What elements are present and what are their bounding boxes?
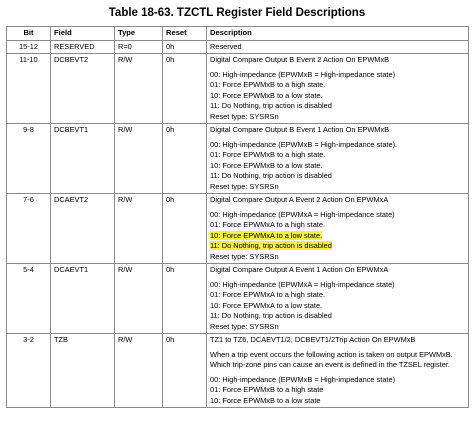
desc-reset-type: Reset type: SYSRSn [210,181,279,191]
desc-title: Digital Compare Output B Event 2 Action On EPWMxB [210,55,390,64]
desc-option-11: 11: Do Nothing, trip action is disabled [210,311,332,320]
desc-reset-type: Reset type: SYSRSn [210,321,279,331]
desc-option-10: 10: Force EPWMxB to a low state. [210,160,323,170]
cell-reset: 0h [163,264,207,334]
desc-reset-type: Reset type: SYSRSn [210,251,279,261]
header-field: Field [51,27,115,41]
desc-option-00: 00: High-impedance (EPWMxB = High-impedance state). [210,139,398,149]
table-row [7,54,469,124]
cell-field: TZB [51,334,115,408]
header-reset: Reset [163,27,207,41]
cell-reset: 0h [163,124,207,194]
cell-field: DCAEVT1 [51,264,115,334]
table-header-row [7,27,469,41]
cell-field: RESERVED [51,40,115,54]
desc-title: Digital Compare Output A Event 2 Action On EPWMxA [210,195,389,204]
cell-reset: 0h [163,334,207,408]
cell-bit: 5-4 [7,264,51,334]
cell-type: R/W [115,264,163,334]
table-row [7,124,469,194]
cell-description [207,194,469,264]
cell-description [207,124,469,194]
desc-reset-type: Reset type: SYSRSn [210,111,279,121]
desc-option-10: 10: Force EPWMxB to a low state. [210,90,323,100]
desc-option-00: 00: High-impedance (EPWMxA = High-impedance state) [210,209,395,219]
desc-option-10-highlighted: 10: Force EPWMxA to a low state. [210,230,323,240]
desc-option-00: 00: High-impedance (EPWMxA = High-impedance state) [210,279,395,289]
desc-option-11: 11: Do Nothing, trip action is disabled [210,101,332,110]
cell-type: R/W [115,124,163,194]
desc-option-10: 10: Force EPWMxA to a low state. [210,300,323,310]
desc-paragraph: When a trip event occurs the following action is taken on output EPWMxB. Which trip-zone pins can cause an event is defined in the TZSEL register. [210,349,453,369]
cell-type: R/W [115,334,163,408]
table-row [7,194,469,264]
desc-option-01: 01: Force EPWMxA to a high state. [210,290,326,299]
desc-option-01: 01: Force EPWMxB to a high state. [210,150,326,159]
desc-title: Reserved [210,41,242,51]
desc-option-01: 01: Force EPWMxA to a high state. [210,220,326,229]
table-row [7,334,469,408]
desc-option-01: 01: Force EPWMxB to a high state. [210,80,326,89]
cell-description [207,40,469,54]
cell-reset: 0h [163,194,207,264]
cell-field: DCBEVT1 [51,124,115,194]
cell-description [207,54,469,124]
desc-option-10: 10: Force EPWMxB to a low state [210,395,321,405]
desc-option-01: 01: Force EPWMxB to a high state [210,385,324,394]
cell-bit: 15-12 [7,40,51,54]
desc-title: TZ1 to TZ6, DCAEVT1/2, DCBEVT1/2Trip Action On EPWMxB [210,335,416,344]
cell-field: DCAEVT2 [51,194,115,264]
cell-bit: 3-2 [7,334,51,408]
header-bit: Bit [7,27,51,41]
cell-bit: 7-6 [7,194,51,264]
header-description: Description [207,27,469,41]
desc-title: Digital Compare Output B Event 1 Action On EPWMxB [210,125,390,134]
table-row [7,40,469,54]
desc-option-00: 00: High-impedance (EPWMxB = High-impedance state) [210,69,396,79]
cell-description [207,334,469,408]
cell-bit: 9-8 [7,124,51,194]
desc-option-00: 00: High-impedance (EPWMxB = High-impedance state) [210,374,396,384]
cell-type: R=0 [115,40,163,54]
desc-option-11-highlighted: 11: Do Nothing, trip action is disabled [210,241,332,250]
table-title: Table 18-63. TZCTL Register Field Descriptions [108,7,366,19]
cell-description [207,264,469,334]
cell-field: DCBEVT2 [51,54,115,124]
desc-option-11: 11: Do Nothing, trip action is disabled [210,171,332,180]
cell-reset: 0h [163,54,207,124]
table-row [7,264,469,334]
cell-type: R/W [115,194,163,264]
header-type: Type [115,27,163,41]
register-field-table [6,26,469,408]
cell-reset: 0h [163,40,207,54]
cell-bit: 11-10 [7,54,51,124]
cell-type: R/W [115,54,163,124]
desc-title: Digital Compare Output A Event 1 Action On EPWMxA [210,265,389,274]
